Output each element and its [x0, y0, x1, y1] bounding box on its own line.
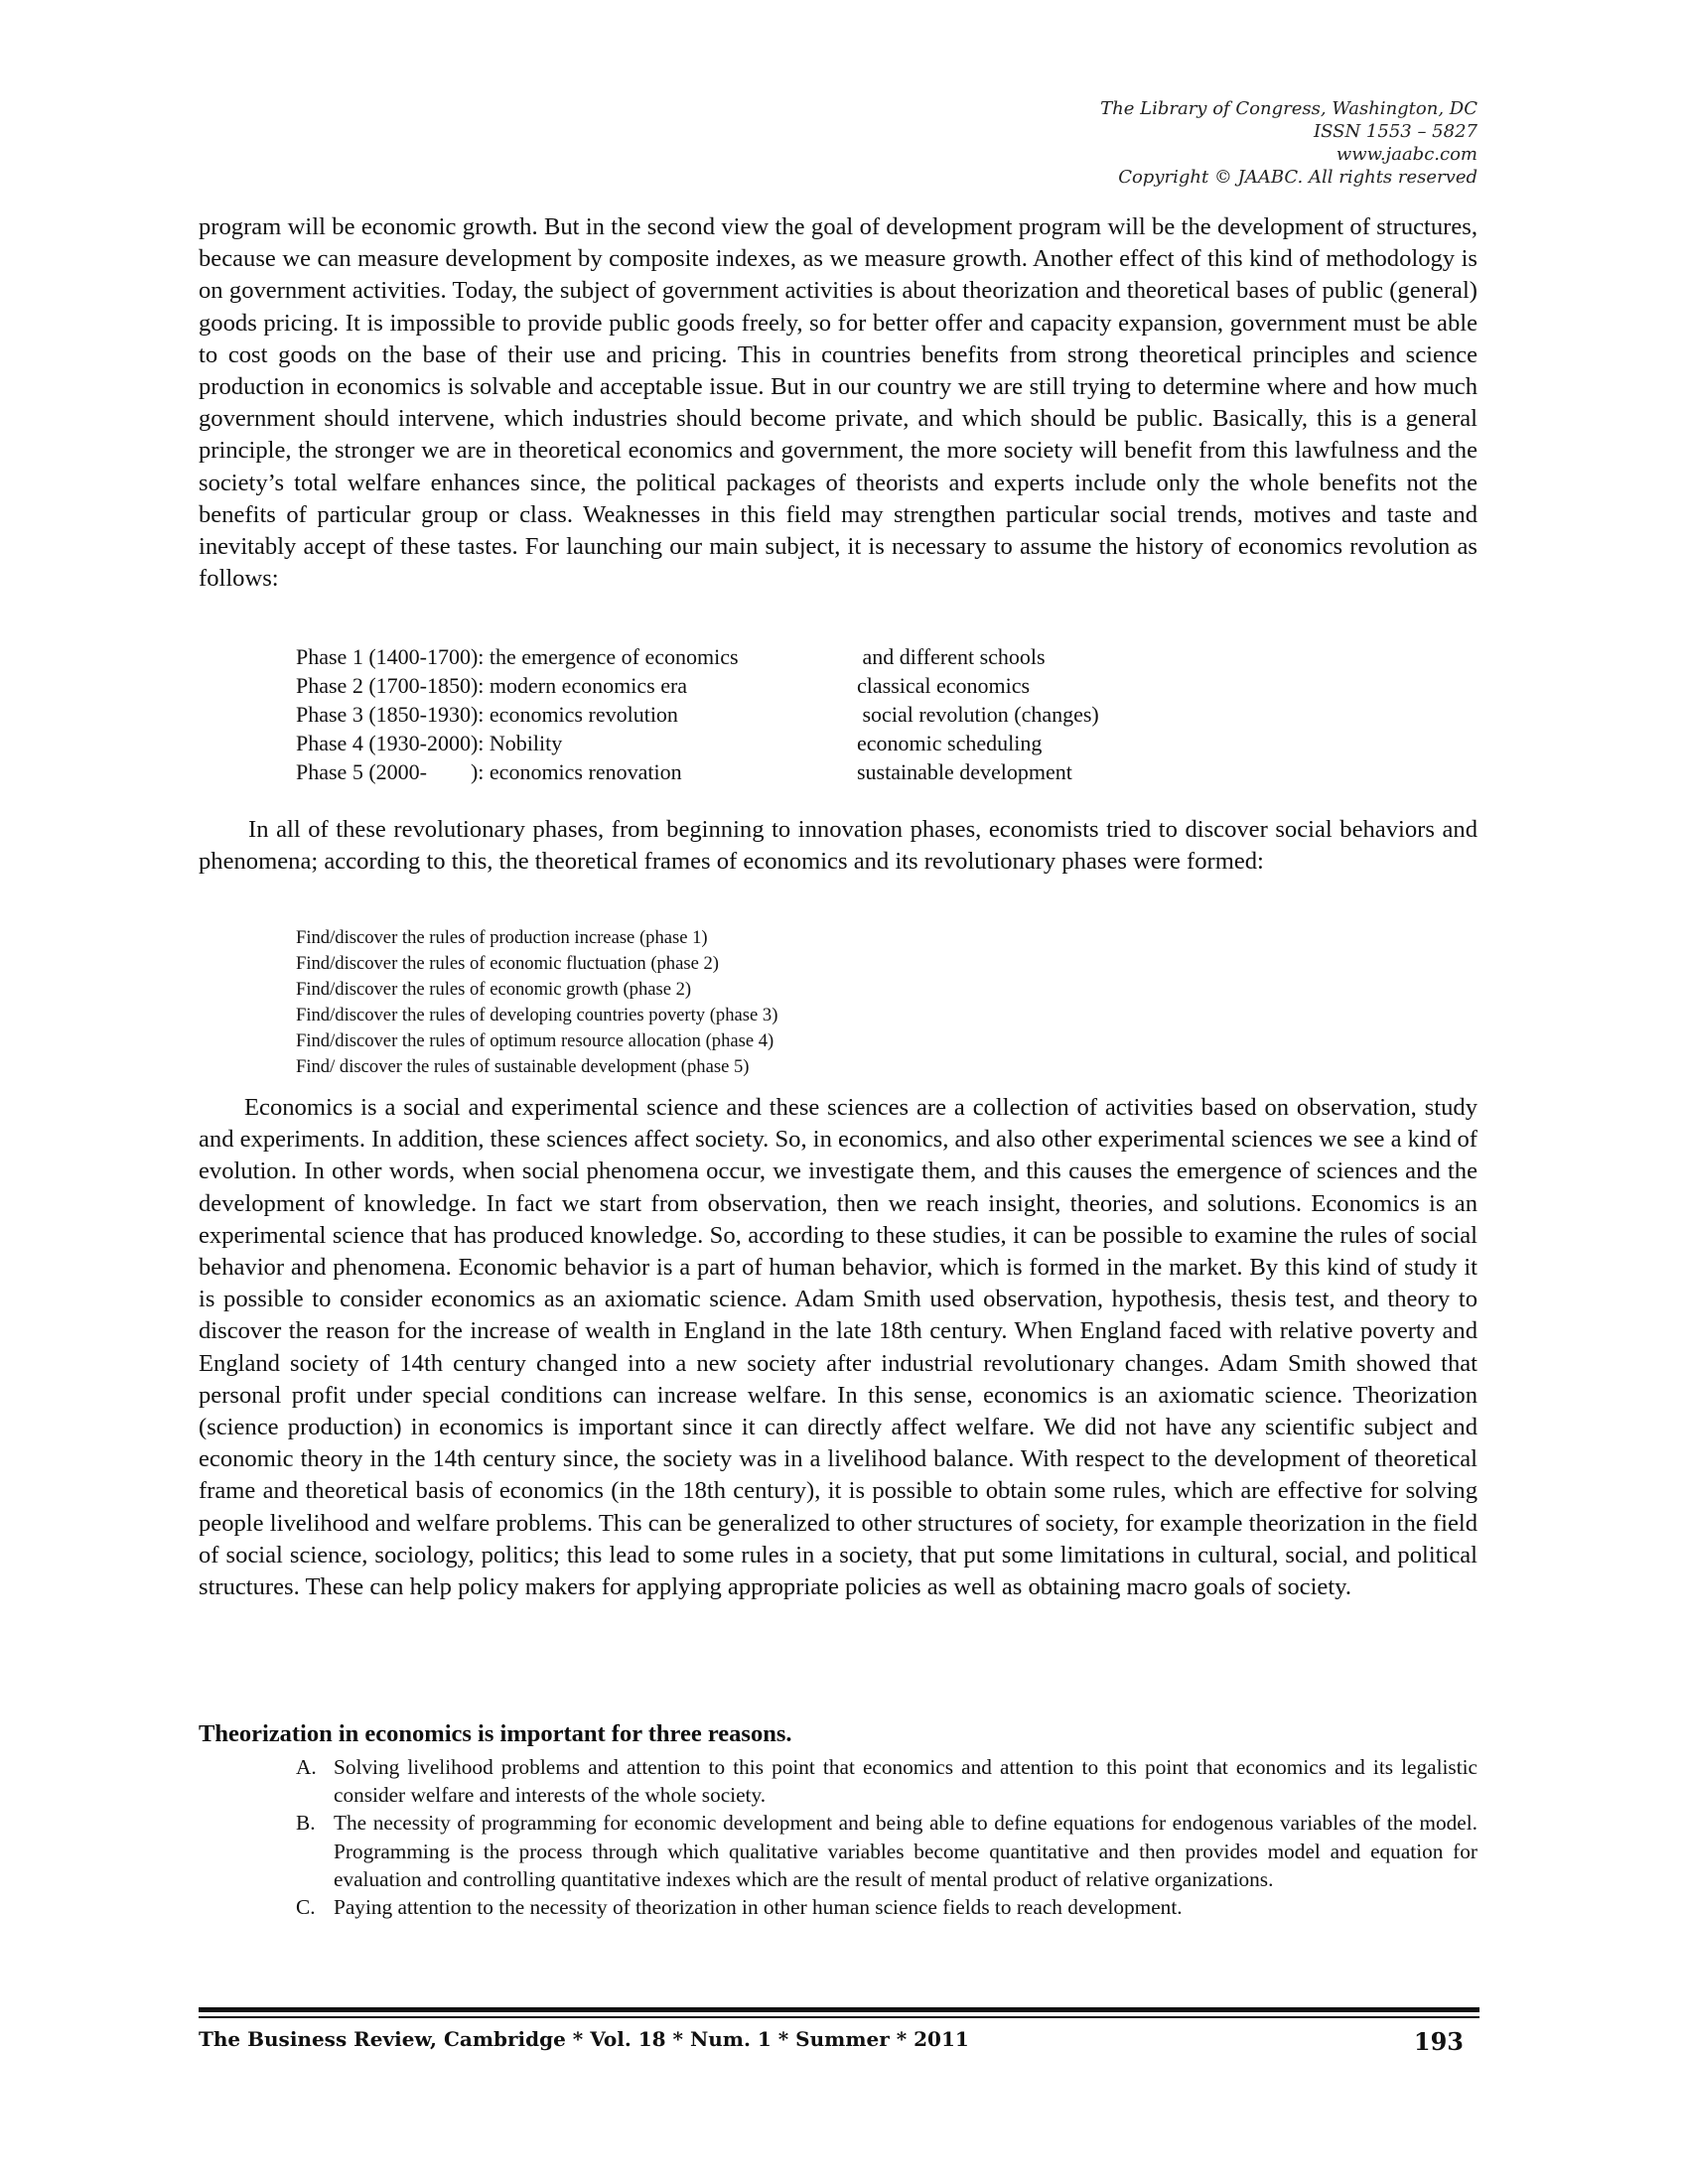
reason-text: Solving livelihood problems and attention to this point that economics and attention to this point that economics and its legalistic consider welfare and interests of the whole society.	[334, 1755, 1477, 1808]
rule-item: Find/discover the rules of developing countries poverty (phase 3)	[296, 1005, 778, 1025]
phase-description: social revolution (changes)	[857, 702, 1099, 727]
phase-description: and different schools	[857, 644, 1046, 669]
reason-item	[296, 1753, 1477, 1809]
phase-row	[296, 729, 1099, 757]
reason-letter: B.	[296, 1811, 316, 1836]
phase-name: Phase 4 (1930-2000): Nobility	[296, 731, 563, 755]
rule-item: Find/discover the rules of economic growth (phase 2)	[296, 979, 692, 1000]
footer-rule-thick	[199, 2007, 1479, 2012]
footer-rule-thin	[199, 2016, 1479, 2018]
phase-row	[296, 671, 1099, 700]
paragraph-2-block	[199, 814, 1477, 878]
phase-row	[296, 642, 1099, 671]
header-copyright: Copyright © JAABC. All rights reserved	[1118, 167, 1477, 188]
paragraph-1: program will be economic growth. But in the second view the goal of development program will be the development of structures, because we can measure development by composite indexes, as we measure growth. Another effect of this kind of methodology is on government activities. Today, the subject of government activities is about theorization and theoretical bases of public (general) goods pricing. It is impossible to provide public goods freely, so for better offer and capacity expansion, government must be able to cost goods on the base of their use and pricing. This in countries benefits from strong theoretical principles and science production in economics is solvable and acceptable issue. But in our country we are still trying to determine where and how much government should intervene, which industries should become private, and which should be public. Basically, this is a general principle, the stronger we are in theoretical economics and government, the more society will benefit from this lawfulness and the society’s total welfare enhances since, the political packages of theorists and experts include only the whole benefits not the benefits of particular group or class. Weaknesses in this field may strengthen particular social trends, motives and taste and inevitably accept of these tastes. For launching our main subject, it is necessary to assume the history of economics revolution as follows:	[199, 213, 1477, 593]
paragraph-3-block	[199, 1092, 1477, 1603]
phase-name: Phase 1 (1400-1700): the emergence of economics	[296, 644, 739, 669]
phase-row	[296, 757, 1099, 786]
reason-letter: A.	[296, 1755, 317, 1779]
journal-citation: The Business Review, Cambridge * Vol. 18 * Num. 1 * Summer * 2011	[199, 2027, 969, 2051]
phase-description: economic scheduling	[857, 731, 1043, 755]
rule-item: Find/ discover the rules of sustainable development (phase 5)	[296, 1056, 750, 1077]
reason-letter: C.	[296, 1895, 316, 1920]
section-heading: Theorization in economics is important for three reasons.	[199, 1720, 792, 1747]
reason-item	[296, 1809, 1477, 1893]
paragraph-1-block	[199, 211, 1477, 595]
rule-item: Find/discover the rules of economic fluctuation (phase 2)	[296, 953, 719, 974]
phase-description: classical economics	[857, 673, 1031, 698]
rule-item: Find/discover the rules of optimum resource allocation (phase 4)	[296, 1030, 774, 1051]
reasons-list	[296, 1753, 1477, 1921]
phase-table	[296, 642, 1099, 786]
rules-list	[296, 925, 777, 1080]
header-website: www.jaabc.com	[1336, 144, 1477, 165]
reason-item	[296, 1893, 1477, 1921]
running-footer	[199, 2027, 1479, 2056]
header-library: The Library of Congress, Washington, DC	[1100, 98, 1477, 119]
rule-item: Find/discover the rules of production increase (phase 1)	[296, 927, 708, 948]
header-issn: ISSN 1553 – 5827	[1314, 121, 1477, 142]
phase-name: Phase 2 (1700-1850): modern economics era	[296, 673, 688, 698]
phase-name: Phase 3 (1850-1930): economics revolution	[296, 702, 678, 727]
reason-text: Paying attention to the necessity of theorization in other human science fields to reach development.	[334, 1895, 1183, 1920]
phase-description: sustainable development	[857, 759, 1072, 784]
page-number: 193	[1413, 2027, 1464, 2056]
phase-name: Phase 5 (2000- ): economics renovation	[296, 759, 682, 784]
paragraph-3: Economics is a social and experimental science and these sciences are a collection of activities based on observation, study and experiments. In addition, these sciences affect society. So, in economics, and also other experimental sciences we see a kind of evolution. In other words, when social phenomena occur, we investigate them, and this causes the emergence of sciences and the development of knowledge. In fact we start from observation, then we reach insight, theories, and solutions. Economics is an experimental science that has produced knowledge. So, according to these studies, it can be possible to examine the rules of social behavior and phenomena. Economic behavior is a part of human behavior, which is formed in the market. By this kind of study it is possible to consider economics as an axiomatic science. Adam Smith used observation, hypothesis, thesis test, and theory to discover the reason for the increase of wealth in England in the late 18th century. When England faced with relative poverty and England society of 14th century changed into a new society after industrial revolutionary changes. Adam Smith showed that personal profit under special conditions can increase welfare. In this sense, economics is an axiomatic science. Theorization (science production) in economics is important since it can directly affect welfare. We did not have any scientific subject and economic theory in the 14th century since, the society was in a livelihood balance. With respect to the development of theoretical frame and theoretical basis of economics (in the 18th century), it is possible to obtain some rules, which are effective for solving people livelihood and welfare problems. This can be generalized to other structures of society, for example theorization in the field of social science, sociology, politics; this lead to some rules in a society, that put some limitations in cultural, social, and political structures. These can help policy makers for applying appropriate policies as well as obtaining macro goals of society.	[199, 1094, 1478, 1601]
paragraph-2: In all of these revolutionary phases, from beginning to innovation phases, economists tried to discover social behaviors and phenomena; according to this, the theoretical frames of economics and its revolutionary phases were formed:	[199, 816, 1477, 876]
running-header	[882, 97, 1477, 189]
phase-row	[296, 700, 1099, 729]
reason-text: The necessity of programming for economic development and being able to define equations for endogenous variables of the model. Programming is the process through which qualitative variables become quantitative and then provides model and equation for evaluation and controlling quantitative indexes which are the result of mental product of relative organizations.	[334, 1811, 1477, 1891]
